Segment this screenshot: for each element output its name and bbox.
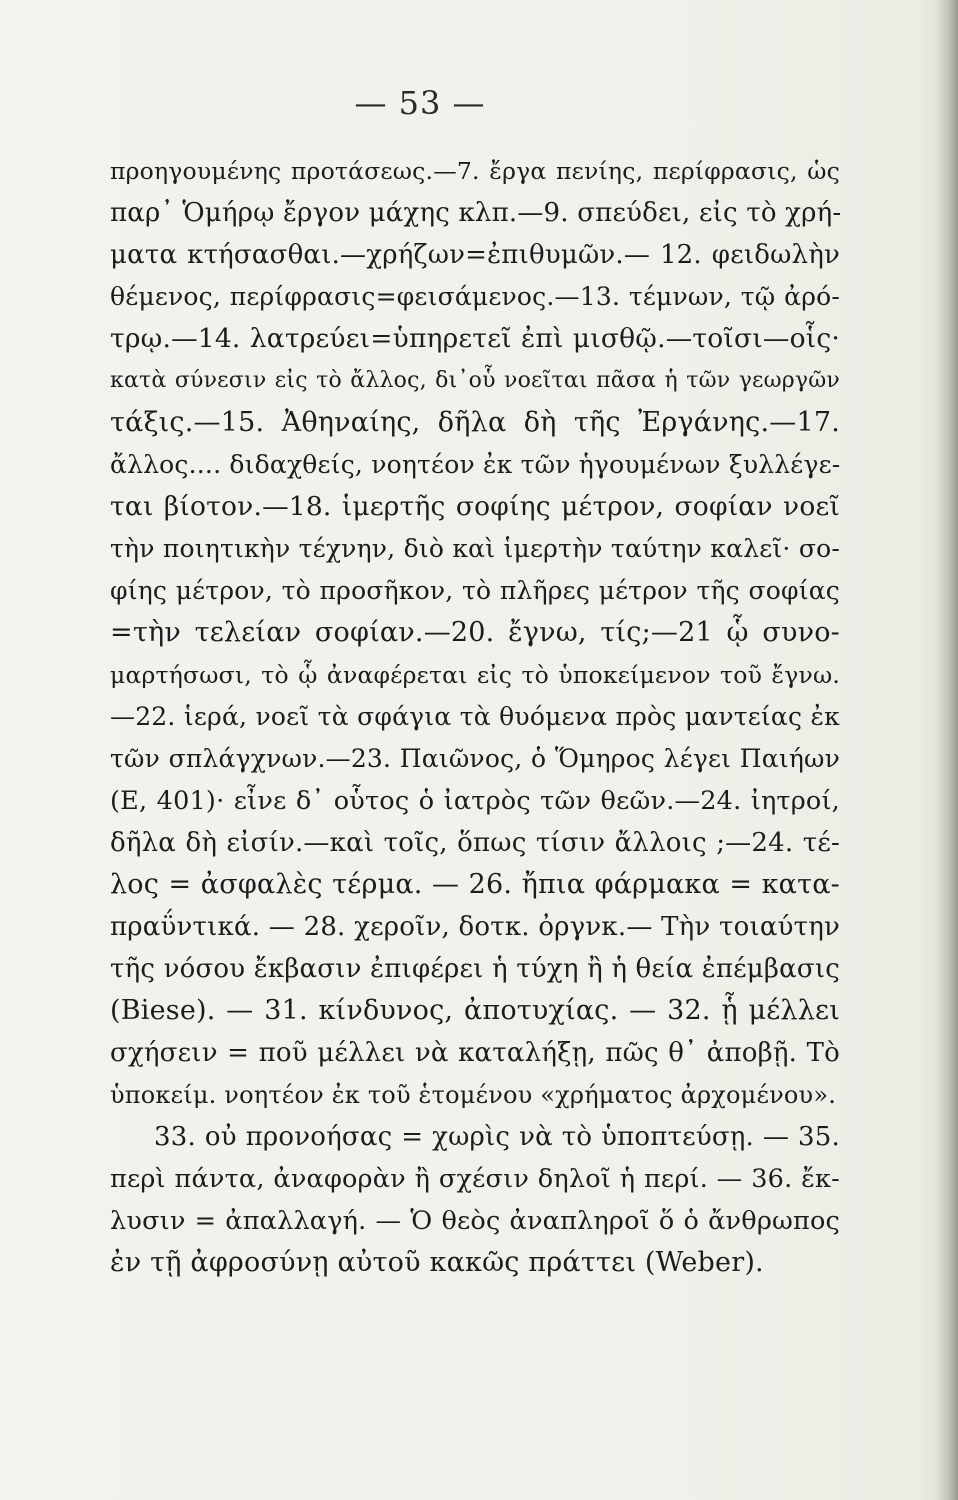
text-line: τὴν ποιητικὴν τέχνην, διὸ καὶ ἱμερτὴν ταύτην καλεῖ· σο- [110, 534, 840, 563]
commentary-text [110, 150, 840, 1284]
page-number: — 53 — [354, 84, 486, 122]
text-line: περὶ πάντα, ἀναφορὰν ἢ σχέσιν δηλοῖ ἡ περί. — 36. ἔκ- [110, 1164, 840, 1194]
text-line: φίης μέτρον, τὸ προσῆκον, τὸ πλῆρες μέτρον τῆς σοφίας [110, 576, 840, 605]
page-edge-shadow [936, 0, 958, 1500]
text-line: μαρτήσωσι, τὸ ᾧ ἀναφέρεται εἰς τὸ ὑποκείμενον τοῦ ἔγνω. [110, 661, 840, 689]
text-line: ματα κτήσασθαι.—χρήζων=ἐπιθυμῶν.— 12. φειδωλὴν [110, 240, 840, 270]
text-line: κατὰ σύνεσιν εἰς τὸ ἄλλος, δι᾽οὗ νοεῖται πᾶσα ἡ τῶν γεωργῶν [110, 368, 840, 393]
text-line: τρῳ.—14. λατρεύει=ὑπηρετεῖ ἐπὶ μισθῷ.—τοῖσι—οἷς· [110, 323, 840, 354]
text-line: (Ε, 401)· εἶνε δ᾽ οὗτος ὁ ἰατρὸς τῶν θεῶν.—24. ἰητροί, [110, 786, 840, 816]
text-line: δῆλα δὴ εἰσίν.—καὶ τοῖς, ὅπως τίσιν ἄλλοις ;—24. τέ- [110, 828, 840, 858]
text-line: 33. οὐ προνοήσας = χωρὶς νὰ τὸ ὑποπτεύσῃ. — 35. [154, 1122, 840, 1152]
text-line: =τὴν τελείαν σοφίαν.—20. ἔγνω, τίς;—21 ᾧ συνο- [110, 617, 840, 648]
text-line: (Biese). — 31. κίνδυνος, ἀποτυχίας. — 32. ᾗ μέλλει [110, 995, 840, 1026]
text-line: ἄλλος.... διδαχθείς, νοητέον ἐκ τῶν ἡγουμένων ξυλλέγε- [110, 450, 841, 479]
text-line: τῶν σπλάγχνων.—23. Παιῶνος, ὁ Ὅμηρος λέγει Παιήων [110, 744, 840, 773]
text-line: προηγουμένης προτάσεως.—7. ἔργα πενίης, περίφρασις, ὡς [110, 157, 840, 185]
text-line: ἐν τῇ ἀφροσύνῃ αὐτοῦ κακῶς πράττει (Weber). [110, 1247, 764, 1278]
text-line: ται βίοτον.—18. ἱμερτῆς σοφίης μέτρον, σοφίαν νοεῖ [110, 491, 840, 522]
text-line: σχήσειν = ποῦ μέλλει νὰ καταλήξῃ, πῶς θ᾽ ἀποβῇ. Τὸ [110, 1038, 840, 1068]
text-line: ὑποκείμ. νοητέον ἐκ τοῦ ἑτομένου «χρήματος ἀρχομένου». [110, 1081, 837, 1109]
text-line: λυσιν = ἀπαλλαγή. — Ὁ θεὸς ἀναπληροῖ ὅ ὁ ἄνθρωπος [110, 1206, 840, 1236]
text-line: πραΰντικά. — 28. χεροῖν, δοτκ. ὀργνκ.— Τὴν τοιαύτην [110, 912, 840, 942]
text-line: λος = ἀσφαλὲς τέρμα. — 26. ἤπια φάρμακα = κατα- [110, 869, 840, 900]
text-line: —22. ἱερά, νοεῖ τὰ σφάγια τὰ θυόμενα πρὸς μαντείας ἐκ [110, 702, 840, 731]
text-line: τάξις.—15. Ἀθηναίης, δῆλα δὴ τῆς Ἐργάνης.—17. [110, 407, 840, 438]
text-line: θέμενος, περίφρασις=φεισάμενος.—13. τέμνων, τῷ ἀρό- [110, 282, 840, 311]
text-line: παρ᾽ Ὁμήρῳ ἔργον μάχης κλπ.—9. σπεύδει, εἰς τὸ χρή- [110, 198, 842, 228]
text-line: τῆς νόσου ἔκβασιν ἐπιφέρει ἡ τύχη ἢ ἡ θεία ἐπέμβασις [110, 954, 840, 984]
